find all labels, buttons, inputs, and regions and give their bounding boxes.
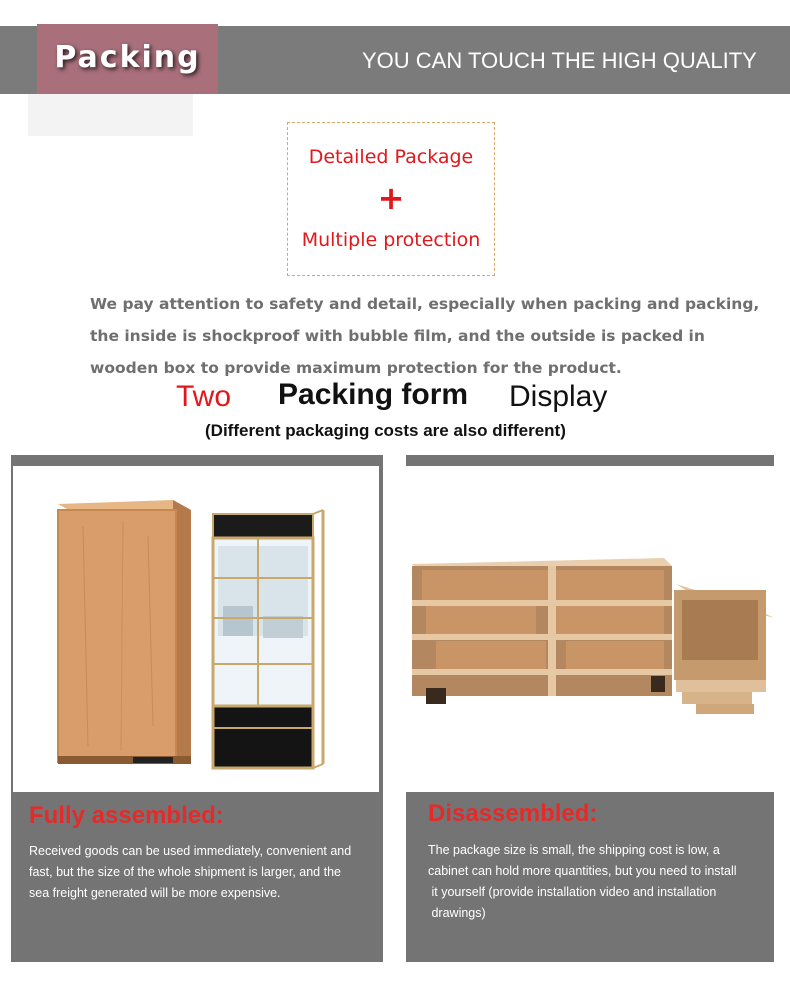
disassembled-title: Disassembled:: [428, 800, 598, 827]
description: [90, 288, 770, 384]
assembled-cabinets-illustration: [13, 466, 379, 792]
disassembled-crates-illustration: [406, 466, 774, 792]
panel-text-line: The package size is small, the shipping cost is low, a: [428, 843, 720, 857]
fully-assembled-title: Fully assembled:: [29, 802, 224, 829]
section-subtitle: (Different packaging costs are also different): [205, 421, 566, 440]
description-line: the inside is shockproof with bubble film, and the outside is packed in: [90, 327, 705, 345]
section-title-display: Display: [509, 380, 608, 413]
section-title-packing-form: Packing form: [278, 378, 469, 411]
fully-assembled-text: [29, 841, 351, 904]
panel-text-line: Received goods can be used immediately, convenient and: [29, 844, 352, 858]
package-line-protection: Multiple protection: [301, 229, 481, 251]
panel-text-line: sea freight generated will be more expensive.: [29, 886, 281, 900]
panel-text-line: fast, but the size of the whole shipment is larger, and the: [29, 865, 341, 879]
panel-text-line: cabinet can hold more quantities, but you need to install: [428, 864, 737, 878]
section-title-two: Two: [176, 380, 232, 413]
fully-assembled-photo: [13, 466, 379, 792]
packing-tab-label: Packing: [54, 40, 201, 75]
tab-shadow: [28, 94, 193, 136]
plus-sign: +: [377, 179, 405, 217]
description-line: wooden box to provide maximum protection for the product.: [90, 359, 622, 377]
package-line-detailed: Detailed Package: [308, 146, 474, 168]
disassembled-text: [428, 840, 737, 924]
panel-text-line: drawings): [428, 906, 486, 920]
description-line: We pay attention to safety and detail, especially when packing and packing,: [90, 295, 760, 313]
disassembled-photo: [406, 466, 774, 792]
panel-text-line: it yourself (provide installation video and installation: [428, 885, 717, 899]
header-tagline: YOU CAN TOUCH THE HIGH QUALITY: [362, 48, 757, 73]
